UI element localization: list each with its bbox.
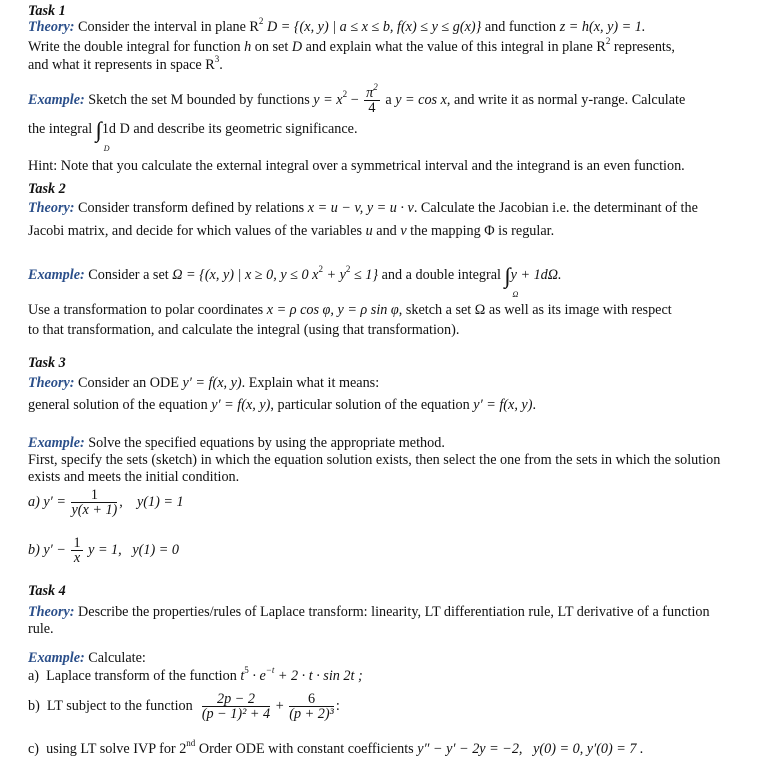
task1-theory-line3: and what it represents in space $R^3$.: [28, 54, 223, 73]
task1-example-line2: the integral ∫∫ D 1d D and describe its geometric significance.: [28, 117, 358, 153]
task4-theory-line2: rule.: [28, 621, 54, 637]
task2-theory: Theory: Consider transform defined by relations x = u − v, y = u · v. Calculate the Jacobian i.e. the determinant of the: [28, 200, 698, 216]
pi-squared-over-4: $\frac{\pi^2}{4}$: [366, 82, 378, 116]
task4-heading: Task 4: [28, 583, 66, 599]
task3-example: Example: Solve the specified equations by using the appropriate method.: [28, 435, 445, 451]
task3-equation-a: a) y′ = $\frac{1}{y(x + 1)}$ , y(1) = 1: [28, 487, 184, 518]
task2-example: Example: Consider a set Ω = {(x, y) | x ≥ 0, y ≤ 0 $x^2 + y^2 \le 1$} and a double integral ∫∫ Ω y + 1dΩ.: [28, 263, 562, 299]
task4-example: Example: Calculate:: [28, 650, 146, 666]
double-integral-d: ∫∫ D: [95, 117, 110, 153]
lt-fraction-2: $\frac{6}{\text{(p + 2)³}}$: [289, 691, 334, 722]
task4-item-b: b) LT subject to the function $\frac{2p - 2}{\text{(p − 1)² + 4}}$ + $\frac{6}{\text{(p + 2)³}}$ :: [28, 691, 340, 722]
task3-theory: Theory: Consider an ODE y′ = f(x, y). Explain what it means:: [28, 375, 380, 391]
task3-theory-line2: general solution of the equation y′ = f(x, y), particular solution of the equation y′ = f(x, y).: [28, 397, 536, 413]
task1-hint: Hint: Note that you calculate the external integral over a symmetrical interval and the integrand is an even function.: [28, 158, 685, 174]
task1-theory: Theory: Consider the interval in plane $R^2$ D = {(x, y) | a ≤ x ≤ b, f(x) ≤ y ≤ g(x)} and function z = h(x, y) = 1.: [28, 16, 646, 35]
task2-theory-line2: Jacobi matrix, and decide for which values of the variables u and v the mapping Φ is regular.: [28, 223, 555, 239]
task3-example-line2: First, specify the sets (sketch) in which the equation solution exists, then select the one from the sets in which the solution: [28, 452, 721, 468]
eq-a-fraction: $\frac{1}{y(x + 1)}$: [71, 487, 118, 518]
task4-theory: Theory: Describe the properties/rules of Laplace transform: linearity, LT differentiation rule, LT derivative of a function: [28, 604, 710, 620]
task1-example: Example: Sketch the set M bounded by functions $y = x^2$ − $\frac{\pi^2}{4}$ a y = cos x, and write it as normal y-range. Calculate: [28, 82, 686, 116]
task2-example-line2: Use a transformation to polar coordinates x = ρ cos φ, y = ρ sin φ, sketch a set Ω as well as its image with respect: [28, 302, 672, 318]
lt-fraction-1: $\frac{2p - 2}{\text{(p − 1)² + 4}}$: [201, 691, 271, 722]
task3-equation-b: b) y′ − $\frac{1}{x}$ y = 1, y(1) = 0: [28, 535, 179, 566]
task2-heading: Task 2: [28, 181, 66, 197]
task4-item-c: c) using LT solve IVP for 2nd Order ODE with constant coefficients y″ − y′ − 2y = −2, y(0) = 0, y′(0) = 7 .: [28, 738, 644, 757]
task3-heading: Task 3: [28, 355, 66, 371]
double-integral-omega: ∫∫ Ω: [504, 263, 519, 299]
task1-theory-line2: Write the double integral for function h on set D and explain what the value of this integral in plane $R^2$ represents,: [28, 36, 675, 55]
task1-heading: Task 1: [28, 3, 66, 19]
task2-example-line3: to that transformation, and calculate the integral (using that transformation).: [28, 322, 460, 338]
task4-item-a: a) Laplace transform of the function $t^5 \cdot e^{-t} + 2 \cdot t \cdot \sin 2t$ ;: [28, 665, 363, 684]
eq-b-fraction: $\frac{1}{x}$: [73, 535, 81, 566]
task3-example-line3: exists and meets the initial condition.: [28, 469, 240, 485]
